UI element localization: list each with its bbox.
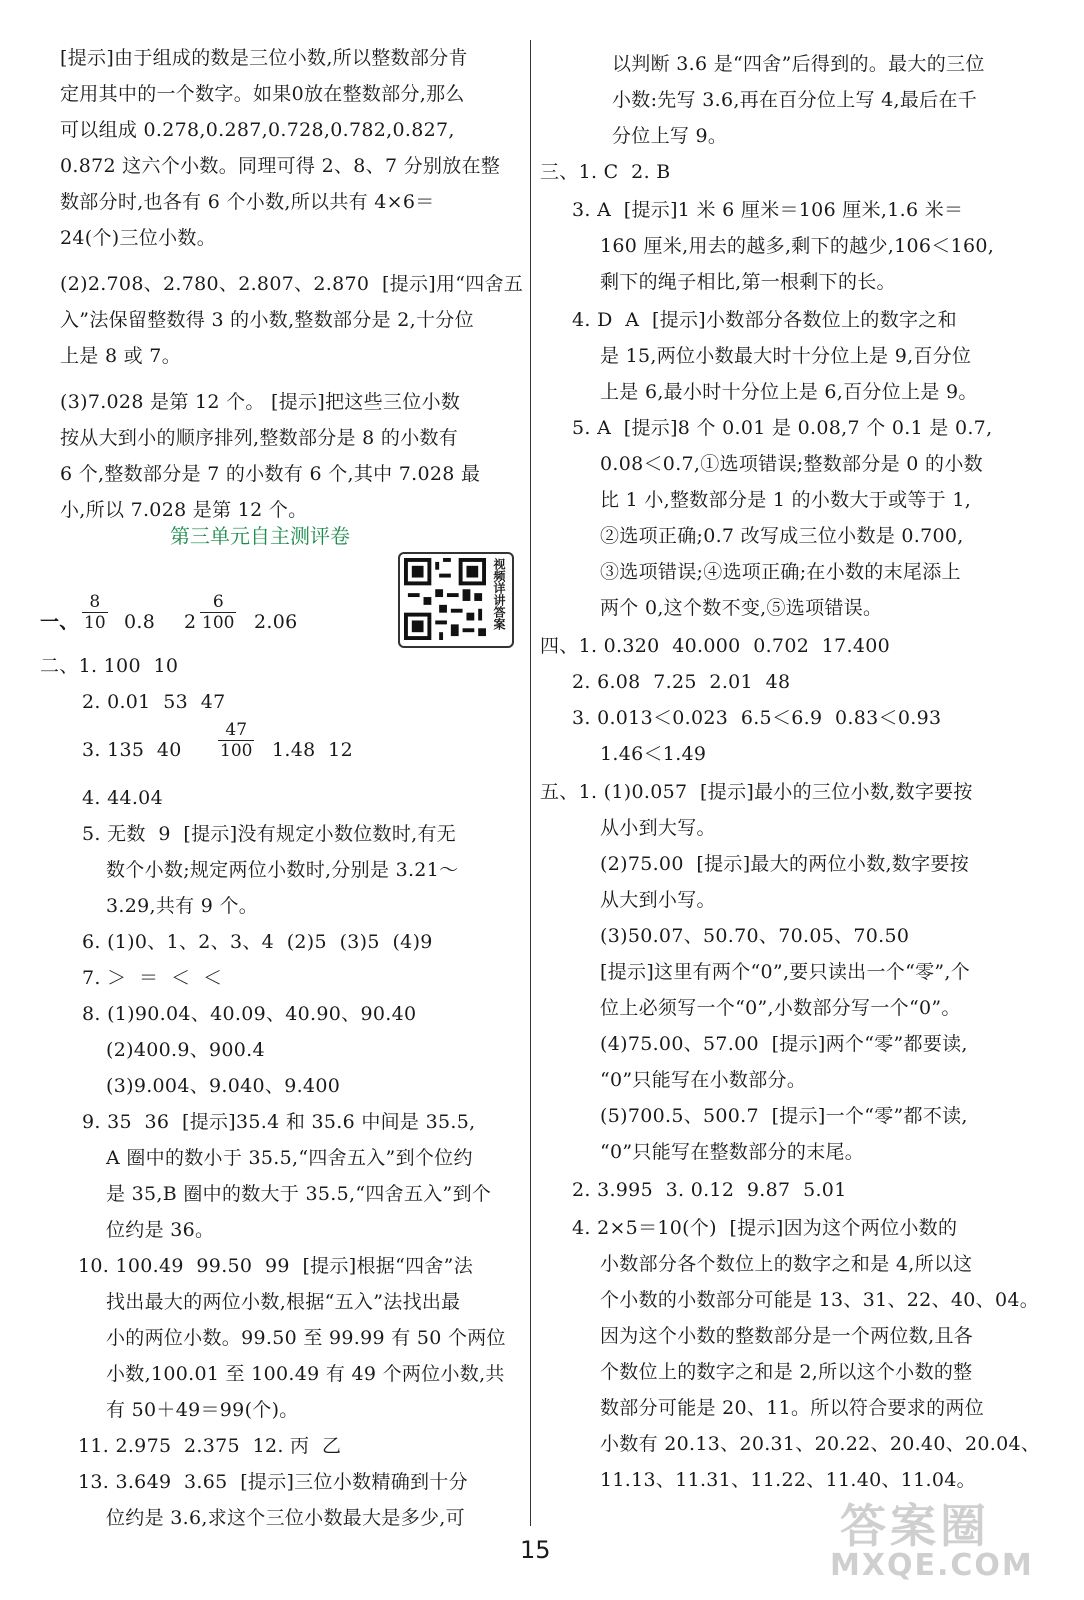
text-line: 7. ＞ ＝ ＜ ＜ [82, 967, 223, 989]
text-line: 入”法保留整数得 3 的小数,整数部分是 2,十分位 [60, 309, 474, 331]
text-line: 以判断 3.6 是“四舍”后得到的。最大的三位 [612, 53, 985, 75]
text-line: 两个 0,这个数不变,⑤选项错误。 [600, 597, 883, 619]
text-line: (2)400.9、900.4 [106, 1039, 265, 1061]
text-line: 有 50＋49＝99(个)。 [106, 1399, 299, 1421]
text-line: (2)2.708、2.780、2.807、2.870 [提示]用“四舍五 [60, 273, 524, 295]
text-line: 3. 135 40 [82, 739, 182, 761]
text-line: 4. D A [提示]小数部分各数位上的数字之和 [572, 309, 957, 331]
text-line: 按从大到小的顺序排列,整数部分是 8 的小数有 [60, 427, 459, 449]
text-line: 160 厘米,用去的越多,剩下的越少,106＜160, [600, 235, 995, 257]
fraction [218, 720, 254, 761]
text-line: 可以组成 0.278,0.287,0.728,0.782,0.827, [60, 119, 455, 141]
text-line: 4. 2×5＝10(个) [提示]因为这个两位小数的 [572, 1217, 958, 1239]
text-line: 个小数的小数部分可能是 13、31、22、40、04。 [600, 1289, 1040, 1311]
text-line: 4. 44.04 [82, 787, 163, 809]
text-line: 位上必须写一个“0”,小数部分写一个“0”。 [600, 997, 961, 1019]
text-line: 3.29,共有 9 个。 [106, 895, 259, 917]
text-line: 三、1. C 2. B [540, 161, 671, 183]
fraction-numerator: 47 [218, 720, 254, 741]
text-line: 6. (1)0、1、2、3、4 (2)5 (3)5 (4)9 [82, 931, 433, 953]
text-line: 位约是 36。 [106, 1219, 215, 1241]
watermark-url: MXQE.COM [830, 1548, 1034, 1583]
text-line: 3. A [提示]1 米 6 厘米＝106 厘米,1.6 米＝ [572, 199, 964, 221]
text-line: 小数部分各个数位上的数字之和是 4,所以这 [600, 1253, 973, 1275]
fraction-denominator: 100 [220, 741, 253, 761]
text-line: 2. 0.01 53 47 [82, 691, 226, 713]
text-line: 是 35,B 圈中的数大于 35.5,“四舍五入”到个 [106, 1183, 492, 1205]
qr-label: 视频详讲答案 [492, 558, 506, 630]
text-line: 8. (1)90.04、40.09、40.90、90.40 [82, 1003, 417, 1025]
text-line: (3)9.004、9.040、9.400 [106, 1075, 341, 1097]
text-line: [提示]这里有两个“0”,要只读出一个“零”,个 [600, 961, 971, 983]
text-line: 数部分时,也各有 6 个小数,所以共有 4×6＝ [60, 191, 435, 213]
qr-code-icon [404, 558, 486, 640]
text-line: 定用其中的一个数字。如果0放在整数部分,那么 [60, 83, 465, 105]
text-line: 从小到大写。 [600, 817, 716, 839]
text-line: A 圈中的数小于 35.5,“四舍五入”到个位约 [106, 1147, 473, 1169]
text-line: 11. 2.975 2.375 12. 丙 乙 [78, 1435, 342, 1457]
text-line: 小,所以 7.028 是第 12 个。 [60, 499, 308, 521]
text-line: 因为这个小数的整数部分是一个两位数,且各 [600, 1325, 974, 1347]
text-line: ②选项正确;0.7 改写成三位小数是 0.700, [600, 525, 964, 547]
text-line: 是 15,两位小数最大时十分位上是 9,百分位 [600, 345, 972, 367]
text-line: 五、1. (1)0.057 [提示]最小的三位小数,数字要按 [540, 781, 973, 803]
section-title: 第三单元自主测评卷 [170, 524, 350, 548]
answer-value: 0.8 [124, 611, 156, 633]
text-line: ③选项错误;④选项正确;在小数的末尾添上 [600, 561, 961, 583]
text-line: 3. 0.013＜0.023 6.5＜6.9 0.83＜0.93 [572, 707, 942, 729]
mixed-whole: 2 [184, 611, 197, 633]
text-line: 2. 6.08 7.25 2.01 48 [572, 671, 791, 693]
text-line: 小数:先写 3.6,再在百分位上写 4,最后在千 [612, 89, 978, 111]
text-line: 分位上写 9。 [612, 125, 728, 147]
text-line: 0.872 这六个小数。同理可得 2、8、7 分别放在整 [60, 155, 501, 177]
text-line: [提示]由于组成的数是三位小数,所以整数部分肯 [60, 47, 468, 69]
text-line: 剩下的绳子相比,第一根剩下的长。 [600, 271, 896, 293]
text-line: 小的两位小数。99.50 至 99.99 有 50 个两位 [106, 1327, 506, 1349]
fraction-denominator: 100 [202, 613, 235, 633]
text-line: 小数有 20.13、20.31、20.22、20.40、20.04、 [600, 1433, 1041, 1455]
text-line: 11.13、11.31、11.22、11.40、11.04。 [600, 1469, 976, 1491]
text-line: 小数,100.01 至 100.49 有 49 个两位小数,共 [106, 1363, 505, 1385]
text-line: 0.08＜0.7,①选项错误;整数部分是 0 的小数 [600, 453, 983, 475]
text-line: 上是 6,最小时十分位上是 6,百分位上是 9。 [600, 381, 978, 403]
text-line: 1.48 12 [272, 739, 353, 761]
text-line: 个数位上的数字之和是 2,所以这个小数的整 [600, 1361, 973, 1383]
text-line: 1.46＜1.49 [600, 743, 707, 765]
text-line: 6 个,整数部分是 7 的小数有 6 个,其中 7.028 最 [60, 463, 481, 485]
text-line: 从大到小写。 [600, 889, 716, 911]
text-line: 位约是 3.6,求这个三位小数最大是多少,可 [106, 1507, 465, 1529]
text-line: (2)75.00 [提示]最大的两位小数,数字要按 [600, 853, 970, 875]
text-line: 找出最大的两位小数,根据“五入”法找出最 [106, 1291, 461, 1313]
fraction-numerator: 6 [200, 592, 236, 613]
text-line: 9. 35 36 [提示]35.4 和 35.6 中间是 35.5, [82, 1111, 476, 1133]
text-line: 数部分可能是 20、11。所以符合要求的两位 [600, 1397, 984, 1419]
answer-value: 2.06 [254, 611, 298, 633]
text-line: (3)50.07、50.70、70.05、70.50 [600, 925, 910, 947]
fraction-numerator: 8 [82, 592, 108, 613]
text-line: 数个小数;规定两位小数时,分别是 3.21～ [106, 859, 459, 881]
column-divider [530, 40, 531, 1526]
text-line: “0”只能写在小数部分。 [600, 1069, 807, 1091]
text-line: 比 1 小,整数部分是 1 的小数大于或等于 1, [600, 489, 972, 511]
fraction-denominator: 10 [84, 613, 106, 633]
text-line: 2. 3.995 3. 0.12 9.87 5.01 [572, 1179, 847, 1201]
qr-code-box[interactable] [398, 552, 514, 648]
fraction [82, 592, 108, 633]
text-line: 24(个)三位小数。 [60, 227, 217, 249]
text-line: 5. 无数 9 [提示]没有规定小数位数时,有无 [82, 823, 457, 845]
text-line: 上是 8 或 7。 [60, 345, 181, 367]
text-line: (4)75.00、57.00 [提示]两个“零”都要读, [600, 1033, 968, 1055]
text-line: “0”只能写在整数部分的末尾。 [600, 1141, 865, 1163]
text-line: 10. 100.49 99.50 99 [提示]根据“四舍”法 [78, 1255, 473, 1277]
watermark-text: 答案圈 [840, 1499, 990, 1553]
text-line: (5)700.5、500.7 [提示]一个“零”都不读, [600, 1105, 968, 1127]
question-number: 一、 [40, 611, 79, 633]
text-line: 13. 3.649 3.65 [提示]三位小数精确到十分 [78, 1471, 468, 1493]
fraction [200, 592, 236, 633]
page-number: 15 [520, 1536, 551, 1564]
watermark-logo [820, 1490, 1060, 1590]
text-line: (3)7.028 是第 12 个。 [提示]把这些三位小数 [60, 391, 461, 413]
text-line: 四、1. 0.320 40.000 0.702 17.400 [540, 635, 891, 657]
text-line: 5. A [提示]8 个 0.01 是 0.08,7 个 0.1 是 0.7, [572, 417, 993, 439]
text-line: 二、1. 100 10 [40, 655, 179, 677]
